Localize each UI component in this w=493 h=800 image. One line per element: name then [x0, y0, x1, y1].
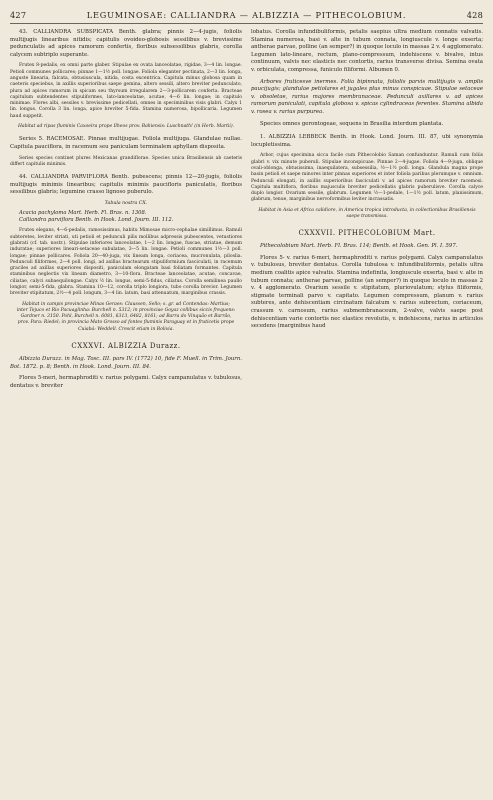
albizzia-reference: Albizzia Durazz. in Mag. Tosc. III. pars IV. (1772) 10, fide F. Muell. in Trim. Journ. Bot. 1872. p. 8; Benth. in Hook. Lond. Journ. III. 84. — [10, 356, 242, 370]
genus-heading-albizzia: CXXXVI. ALBIZZIA Durazz. — [71, 342, 181, 351]
synonym-1: Acacia pachyloma Mart. Herb. Fl. Bras. n. 1308. — [19, 209, 147, 216]
species-43-description: Frutex 8-pedalis, ex omni parte glaber. Stipulae ex ovata lanceolatae, rigidae, 3—4 lin. longae. Petioli communes pollicares; pinnae 1—1½ poll. longae. Foliola eleganter pectinata, 2—3 lin. longa, anguste linearia, falcata, obtusiuscula, nitida, costa excentrica. Capitula minus globosa quam in caeteris speciebus, in axillis superioribus saepe gemina, altero sessili, altero breviter pedunculato, plura ad apices ramorum in spicam seu thyrsum irregularem 2—3-pollicarem conferta. Bracteae capitulum subtendentes stipuliformes, lato-lanceolatae, acutae, 4—6 lin. longae; in capitulo minimae. Flores albi, sessiles v. brevissime pedicellati, omnes in speciminibus visis glabri. Calyx 1 lin. longus. Corolla 3 lin. longa, apice breviter 5-fida. Stamina numerosa, bipollicaria. Legumen haud suppetit. — [10, 63, 242, 119]
left-column — [10, 29, 242, 390]
albizzia-description-continued: lobatus. Corolla infundibuliformis, petalis saepius ultra medium connatis valvatis. Stamina numerosa, basi v. alte in tubum connata, longiuscule v. longe exserta; antherae parvae, polline (an semper?) in quoque loculo in massas 2 v. 4 agglomerato. Legumen lato-lineare, rectum, plano-compressum, indehiscens v. bivalve, intus continuum, valvis nec elasticis nec contortis, rarius transverse divisa. Semina ovata v. orbiculata, compressa, funiculo filiformi. Albumen 0. — [251, 29, 483, 73]
left-page-number: 427 — [10, 10, 27, 20]
albizzia-habit: Arbores fruticesve inermes. Folia bipinnata, foliolis parvis multijugis v. amplis paucijugis; glandulae petiolares et jugales plus minus conspicuae. Stipulae setaceae v. obsoletae, rarius majores membranaceae. Pedunculi axillares v. ad apices ramorum paniculati, capitula globosa v. spicas cylindraceas ferentes. Stamina albida v. rosea v. rarius purpurea. — [251, 78, 483, 115]
series-5-heading: Series 5. RACEMOSAE. Pinnae multijugae. Foliola multijuga. Glandulae nullae. Capitula pauciflora, in racemum seu paniculam terminalem aphyllam disposita. — [10, 136, 242, 150]
running-title: LEGUMINOSAE: CALLIANDRA — ALBIZZIA — PITHECOLOBIUM. — [86, 10, 407, 20]
albizzia-distribution-note: Species omnes gerontogeae, sequens in Brasilia interdum plantata. — [260, 120, 444, 127]
pithecolobium-reference: Pithecolobium Mart. Herb. Fl. Bras. 114; Benth. et Hook. Gen. Pl. I. 597. — [260, 243, 458, 250]
plate-reference: Tabula nostra CX. — [104, 200, 148, 206]
pithecolobium-generic-description: Flores 5- v. rarius 6-meri, hermaphroditi v. rarius polygami. Calyx campanulatus v. tubulosus, breviter dentatus. Corolla tubulosa v. infundibuliformis, petalis ultra medium coalitis apice valvatis. Stamina indefinita, longiuscule exserta, basi v. alte in tubum connata; antherae parvae, polline (an semper?) in quoque loculo in massas 2 v. 4 agglomerato. Ovarium sessile v. stipitatum, pluriovulatum; stylus filiformis, stigmate terminali parvo v. capitato. Legumen compressum, planum v. rarius subteres, ante dehiscentiam circinatum falcatum v. rarius subrectum, coriaceum, crassum v. carnosum, rarius submembranaceum, 2-valve, valvis saepe post dehiscentiam varie contortis nec elastice revolutis, v. indehiscens, rarius in articulos secedens (marginibus haud — [251, 254, 483, 330]
running-header — [10, 10, 483, 24]
species-1-description: Arbor, cujus specimina sicca facile cum Pithecolobio Saman confunduntur. Ramuli cum foliis glabri v. vix minute puberuli. Stipulae inconspicuae. Pinnae 2—4-jugae. Foliola 4—9-juga, oblique ovali-oblonga, obtusissima, inaequilatera, subsessilia, ½—1½ poll. longa. Glandula magna prope basin petioli et saepe minores inter pinnas superiores et inter foliola paribus plerumque v. omnium. Pedunculi elongati, in axillis superioribus fasciculati v. ad apices ramorum breviter racemosi. Capitula multiflora, floribus majusculis breviter pedicellatis glabris puberulisve. Corolla calyce duplo longior. Ovarium sessile, glabrum. Legumen ½—1-pedale, 1—1½ poll. latum, planissimum, glabrum, tenue, marginibus nervoformibus leviter incrassatis. — [251, 153, 483, 203]
genus-heading-pithecolobium: CXXXVII. PITHECOLOBIUM Mart. — [298, 229, 436, 238]
series-5-note: Series species continet plures Mexicanas grandiflorae. Species unica Brasiliensis ab caeteris differt capitulis minimis. — [10, 155, 242, 167]
albizzia-generic-description: Flores 5-meri, hermaphroditi v. rarius polygami. Calyx campanulatus v. tubulosus, dentatus v. breviter — [10, 375, 242, 389]
species-43-diagnosis: 43. CALLIANDRA SUBSPICATA Benth. glabra; pinnis 2—4-jugis, foliolis multijugis linearibus nitidis; capitulis ovoideo-globosis sessilibus v. brevissime pedunculatis ad apices ramorum confertis, floribus subsessilibus glabris, corolla calycem subtriplo superante. — [10, 29, 242, 58]
species-43-habitat: Habitat ad ripas fluminis Caxoeira prope Ilheos prov. Bahiensis: Luschnath! (in Herb. Martii). — [17, 124, 235, 130]
species-44-diagnosis: 44. CALLIANDRA PARVIFLORA Benth. pubescens; pinnis 12—20-jugis, foliolis multijugis minimis linearibus; capitulis minimis paucifloris paniculatis, floribus sessilibus glabris; legumine crasso lignoso puberulo. — [10, 174, 242, 196]
species-1-habitat: Habitat in Asia et Africa calidiore, in America tropica introducta, in collectionibus Brasiliensis saepe transmissa. — [258, 207, 476, 219]
right-page-number: 428 — [466, 10, 483, 20]
species-44-description: Frutex elegans, 4—6-pedalis, ramosissimus, habitu Mimosae micro-cephalae simillimus. Ramuli subteretes, leviter striati, uti petioli et pedunculi pilis mollibus adpressis pubescentes, vetustiores glabrati (cf. tab. nostr.). Stipulae inferiores lanceolatae, 1—2 lin. longae, fuscae, striatae, demum induratae; superiores lineari-setaceae subulatae, 3—5 lin. longae. Petioli communes 1½—3 poll. longae; pinnae pollicares. Foliola 20—40-juga, vix lineam longa, coriacea, mucronulata, piloslia. Pedunculi filiformes, 2—4 poll. longi, ad axillas bractearum stipuliformium fasciculati, in racemum graciles ad axillas superiores dispositi, paniculam elongatam basi foliatam formantes. Capitula staminibus neglectis vix lineam diametro, 3—10-flora. Bracteae lanceolatae, acutae, concavae, ciliatae, calyci subaequilongae. Calyx ½ lin. longus, semi-5-fidus, ciliatus. Corolla semilinea paullo longior, semi-5-fida, glabra. Stamina 10—12, corolla triplo longiora, tubo corolla brevior. Legumen breviter stipitatum, 2½—4 poll. longum, 3—4 lin. latum, basi attenuatum, marginibus crassis. — [10, 228, 242, 297]
synonym-2: Calliandra parviflora Benth. in Hook. Lond. Journ. III. 112. — [19, 217, 174, 224]
species-44-habitat: Habitat in campis provinciae Minas Geraes: Claussen, Sello; s. gr. ad Contendas: Martius; inter Tejuco et Rio Pacuaglinha: Burchell n. 5312; in provinciae Goyaz collibus siccis frequens: Gardner n. 3150. Pohl, Burchell n. 6081, 6313, 6482, 8161; ad Barra do Vinquão et Barrão, prov. Para: Riedel; in provincia Mato Grosso ad fontes fluminis Paraguay et in fruticetis prope Cuiabá: Weddell. Crescit etiam in Bolivia. — [16, 301, 236, 332]
two-column-body — [10, 29, 483, 390]
right-column — [251, 29, 483, 390]
species-1-diagnosis: 1. ALBIZZIA LEBBECK Benth. in Hook. Lond. Journ. III. 87, ubi synonymia locupletissima. — [251, 134, 483, 148]
